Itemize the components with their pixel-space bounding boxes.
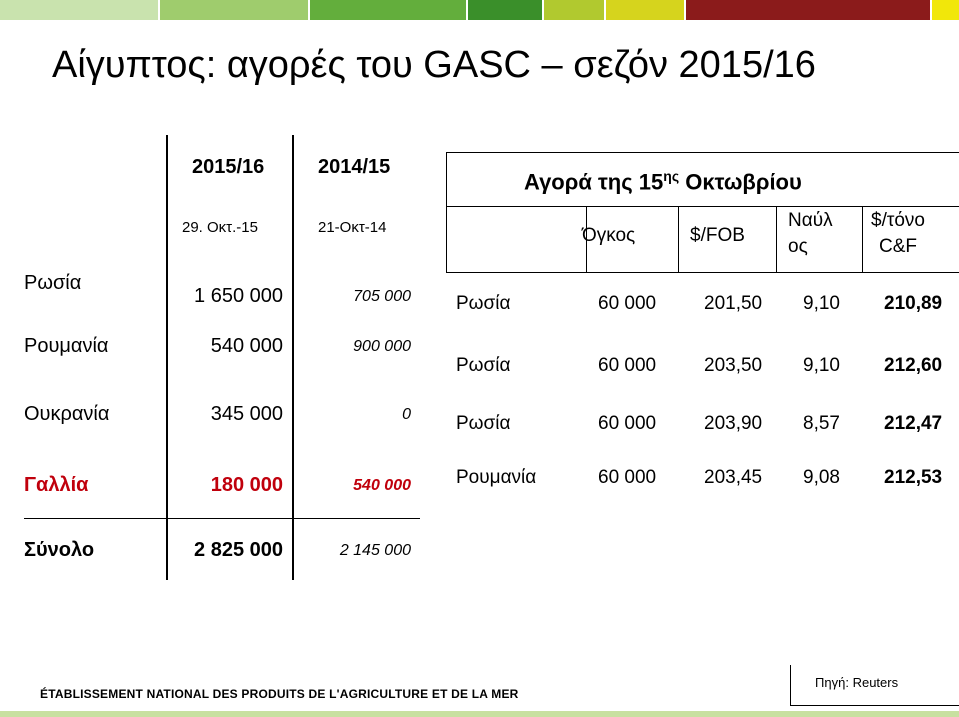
row-country-france: Γαλλία: [24, 474, 89, 496]
row-ukraine-2015: 0: [402, 406, 411, 423]
right-table-title-end: Οκτωβρίου: [679, 169, 802, 195]
r-row3-freight: 8,57: [803, 413, 840, 434]
r-row2-volume: 60 000: [598, 355, 657, 376]
col-header-2015-16: 2015/16: [192, 156, 265, 178]
header-bar-4: [468, 0, 542, 20]
col-header-volume: Όγκος: [582, 225, 636, 246]
source-text: Πηγή: Reuters: [815, 675, 899, 690]
left-table-divider-1: [166, 135, 168, 580]
row-romania-2016: 540 000: [210, 335, 283, 357]
r-row1-cf: 210,89: [884, 293, 943, 314]
r-row4-cf: 212,53: [884, 467, 943, 488]
row-russia-2015: 705 000: [353, 288, 411, 305]
row-country-romania: Ρουμανία: [24, 335, 109, 357]
col-header-2014-15: 2014/15: [318, 156, 391, 178]
r-row3-country: Ρωσία: [456, 413, 511, 434]
header-bar-1: [0, 0, 158, 20]
r-row4-fob: 203,45: [704, 467, 763, 488]
right-table-header-line: [446, 272, 959, 273]
page-title: Αίγυπτος: αγορές του GASC – σεζόν 2015/16: [52, 44, 816, 86]
footer-strip: [0, 711, 959, 717]
header-bar-5: [544, 0, 604, 20]
row-country-russia: Ρωσία: [24, 272, 82, 294]
right-table-title-sup: ης: [663, 168, 680, 184]
r-row2-cf: 212,60: [884, 355, 943, 376]
r-row4-freight: 9,08: [803, 467, 840, 488]
row-romania-2015: 900 000: [353, 338, 411, 355]
header-bar-2: [160, 0, 308, 20]
total-label: Σύνολο: [24, 539, 95, 561]
row-france-2016: 180 000: [210, 474, 283, 496]
right-table-title: [524, 168, 802, 195]
r-row1-freight: 9,10: [803, 293, 840, 314]
r-row3-volume: 60 000: [598, 413, 657, 434]
header-bar-3: [310, 0, 466, 20]
r-row4-country: Ρουμανία: [456, 467, 537, 488]
r-row1-fob: 201,50: [704, 293, 763, 314]
date-2014: 21-Οκτ-14: [318, 219, 387, 236]
right-table-title-main: Αγορά της 15: [524, 169, 664, 195]
right-table-div-4: [862, 206, 863, 272]
footer-org-name: ÉTABLISSEMENT NATIONAL DES PRODUITS DE L'AGRICULTURE ET DE LA MER: [40, 687, 519, 701]
row-france-2015: 540 000: [353, 477, 411, 494]
left-table-divider-2: [292, 135, 294, 580]
r-row3-cf: 212,47: [884, 413, 943, 434]
date-2015: 29. Οκτ.-15: [182, 219, 258, 236]
header-bar-8: [932, 0, 959, 20]
row-country-ukraine: Ουκρανία: [24, 403, 110, 425]
r-row1-volume: 60 000: [598, 293, 657, 314]
col-header-freight: Ναύλ ος: [788, 210, 833, 257]
right-table-div-2: [678, 206, 679, 272]
total-2015: 2 145 000: [339, 542, 411, 559]
r-row4-volume: 60 000: [598, 467, 657, 488]
r-row2-freight: 9,10: [803, 355, 840, 376]
row-russia-2016: 1 650 000: [194, 285, 283, 307]
r-row3-fob: 203,90: [704, 413, 763, 434]
row-ukraine-2016: 345 000: [210, 403, 283, 425]
header-bar-6: [606, 0, 684, 20]
col-header-cf: $/τόνο C&F: [871, 210, 925, 257]
right-table-sub-line: [446, 206, 959, 207]
header-bar-7: [686, 0, 930, 20]
r-row2-fob: 203,50: [704, 355, 763, 376]
right-table-top-line: [446, 152, 959, 153]
r-row2-country: Ρωσία: [456, 355, 511, 376]
right-table-left-border: [446, 152, 447, 272]
right-table-div-3: [776, 206, 777, 272]
total-2016: 2 825 000: [194, 539, 283, 561]
r-row1-country: Ρωσία: [456, 293, 511, 314]
col-header-fob: $/FOB: [690, 225, 745, 246]
left-table-bottom-line: [24, 518, 420, 519]
